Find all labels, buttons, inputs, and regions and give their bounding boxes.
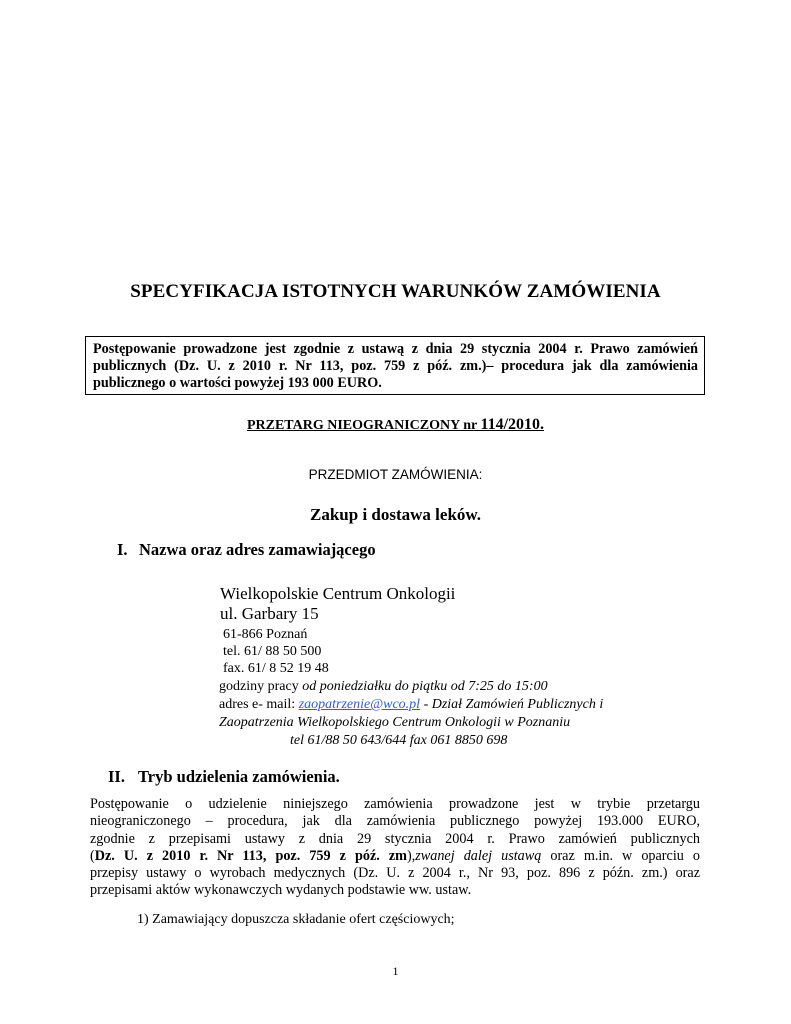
defined-term: zwanej dalej ustawą: [415, 847, 542, 864]
paren-open: (: [90, 847, 95, 864]
org-tel: tel. 61/ 88 50 500: [223, 644, 322, 659]
org-city: 61-866 Poznań: [223, 627, 308, 642]
subject-label: PRZEDMIOT ZAMÓWIENIA:: [308, 467, 483, 482]
subject-title: Zakup i dostawa leków.: [310, 505, 481, 524]
office-hours: [219, 679, 548, 695]
paragraph-line: [90, 848, 700, 865]
org-fax: fax. 61/ 8 52 19 48: [223, 661, 329, 676]
paragraph-line: przepisami aktów wykonawczych wydanych podstawie ww. ustaw.: [90, 882, 472, 899]
email-line: [219, 697, 603, 713]
paragraph-line: przepisy ustawy o wyrobach medycznych (Dz. U. z 2004 r., Nr 93, poz. 896 z późn. zm.) oraz: [90, 865, 700, 882]
tender-label: PRZETARG NIEOGRANICZONY nr: [246, 418, 481, 433]
tender-number: [0, 416, 791, 434]
email-label: adres e- mail:: [219, 697, 299, 712]
department-name: - Dział Zamówień Publicznych i: [420, 697, 604, 712]
section-heading-1: [117, 540, 376, 560]
legal-basis-line: publicznych (Dz. U. z 2010 r. Nr 113, poz. 759 z póź. zm.)– procedura jak dla zamówienia: [93, 358, 698, 374]
tender-number-value: 114/2010.: [480, 416, 545, 433]
legal-basis-line: Postępowanie prowadzone jest zgodnie z ustawą z dnia 29 stycznia 2004 r. Prawo zamówień: [93, 341, 698, 357]
email-link[interactable]: zaopatrzenie@wco.pl: [298, 697, 421, 712]
section-heading-2: [108, 767, 340, 787]
list-item: 1) Zamawiający dopuszcza składanie ofert częściowych;: [137, 912, 455, 927]
paragraph-line: zgodnie z przepisami ustawy z dnia 29 stycznia 2004 r. Prawo zamówień publicznych: [90, 830, 700, 847]
org-name: Wielkopolskie Centrum Onkologii: [220, 584, 456, 603]
legal-basis-box: [85, 336, 705, 395]
paren-close: ),: [406, 847, 416, 864]
document-title: SPECYFIKACJA ISTOTNYCH WARUNKÓW ZAMÓWIENIA: [130, 281, 661, 302]
paragraph-text: oraz m.in. w oparciu o: [541, 847, 700, 864]
procedure-paragraph: [90, 796, 700, 900]
section-number: II.: [108, 767, 125, 786]
office-hours-label: godziny pracy: [219, 679, 303, 694]
legal-basis-line: publicznego o wartości powyżej 193 000 EURO.: [93, 375, 382, 391]
office-hours-value: od poniedziałku do piątku od 7:25 do 15:00: [302, 679, 548, 694]
paragraph-line: nieograniczonego – procedura, jak dla zamówienia publicznego powyżej 193.000 EURO,: [90, 813, 700, 830]
legal-citation: Dz. U. z 2010 r. Nr 113, poz. 759 z póź. zm: [94, 847, 407, 864]
section-number: I.: [117, 540, 128, 559]
page-number: 1: [392, 964, 399, 978]
org-street: ul. Garbary 15: [220, 604, 319, 623]
section-heading-text: Nazwa oraz adres zamawiającego: [139, 540, 376, 559]
department-name-cont: Zaopatrzenia Wielkopolskiego Centrum Onkologii w Poznaniu: [219, 715, 571, 730]
paragraph-line: Postępowanie o udzielenie niniejszego zamówienia prowadzone jest w trybie przetargu: [90, 796, 700, 812]
section-heading-text: Tryb udzielenia zamówienia.: [138, 767, 340, 786]
department-phone: tel 61/88 50 643/644 fax 061 8850 698: [290, 733, 508, 748]
